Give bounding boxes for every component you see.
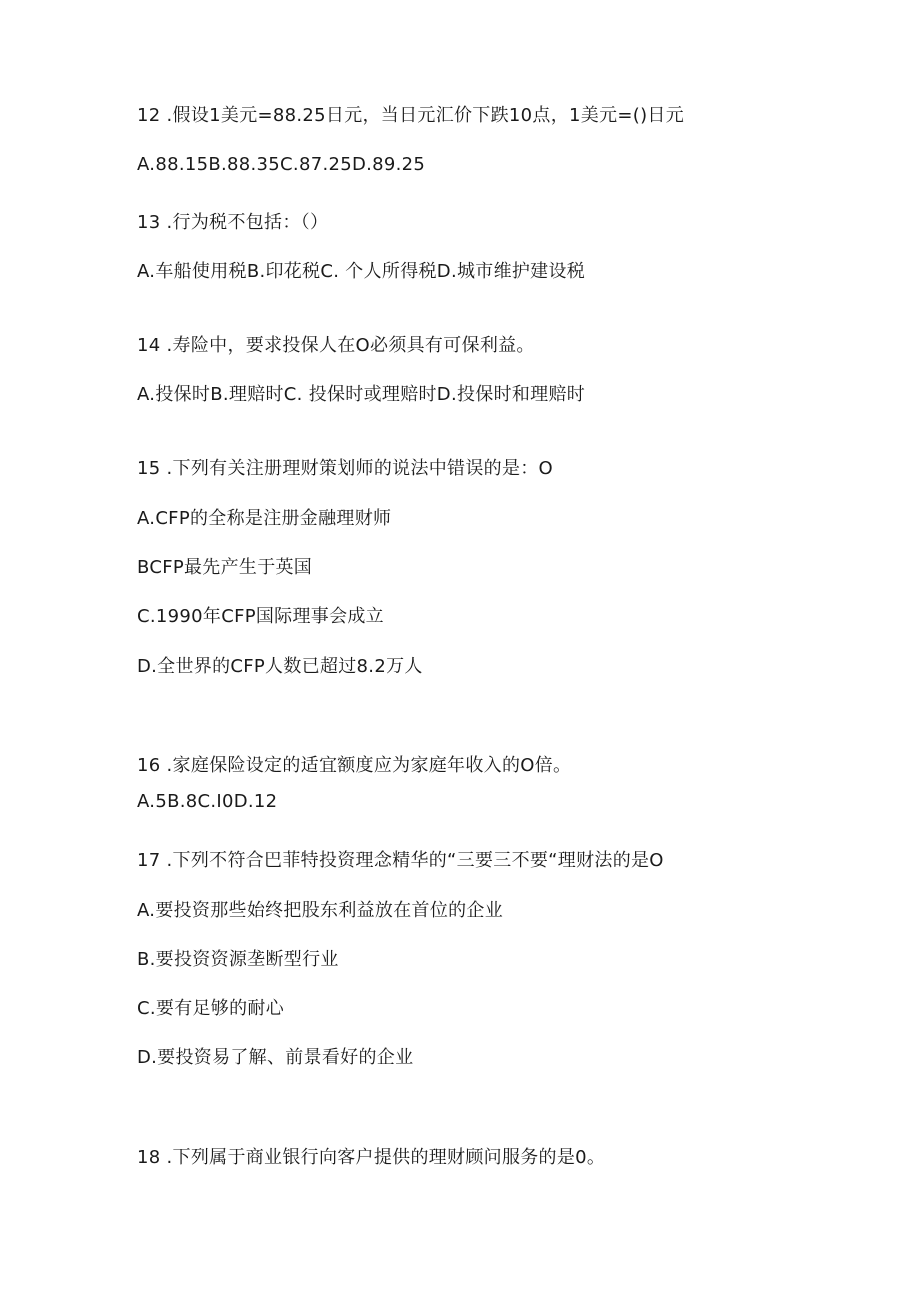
question-14-options: A.投保时B.理赔时C. 投保时或理赔时D.投保时和理赔时 bbox=[137, 384, 586, 405]
question-15-option-d: D.全世界的CFP人数已超过8.2万人 bbox=[137, 656, 423, 677]
question-17-stem: 17 .下列不符合巴菲特投资理念精华的“三要三不要“理财法的是O bbox=[137, 850, 664, 871]
question-17-option-d: D.要投资易了解、前景看好的企业 bbox=[137, 1047, 414, 1068]
question-17-option-c: C.要有足够的耐心 bbox=[137, 998, 284, 1019]
question-14-stem: 14 .寿险中，要求投保人在O必须具有可保利益。 bbox=[137, 335, 535, 356]
question-12-options: A.88.15B.88.35C.87.25D.89.25 bbox=[137, 154, 426, 175]
question-12-stem: 12 .假设1美元=88.25日元，当日元汇价下跌10点，1美元=()日元 bbox=[137, 105, 684, 126]
question-15-option-b: BCFP最先产生于英国 bbox=[137, 557, 313, 578]
question-15-stem: 15 .下列有关注册理财策划师的说法中错误的是：O bbox=[137, 458, 554, 479]
question-13-stem: 13 .行为税不包括：（） bbox=[137, 212, 329, 233]
question-16-stem: 16 .家庭保险设定的适宜额度应为家庭年收入的O倍。 bbox=[137, 755, 572, 776]
question-17-option-b: B.要投资资源垄断型行业 bbox=[137, 949, 339, 970]
question-18-stem: 18 .下列属于商业银行向客户提供的理财顾问服务的是0。 bbox=[137, 1147, 606, 1168]
question-15-option-a: A.CFP的全称是注册金融理财师 bbox=[137, 508, 392, 529]
question-16-options: A.5B.8C.I0D.12 bbox=[137, 791, 278, 812]
question-15-option-c: C.1990年CFP国际理事会成立 bbox=[137, 606, 384, 627]
question-13-options: A.车船使用税B.印花税C. 个人所得税D.城市维护建设税 bbox=[137, 261, 586, 282]
question-17-option-a: A.要投资那些始终把股东利益放在首位的企业 bbox=[137, 900, 504, 921]
